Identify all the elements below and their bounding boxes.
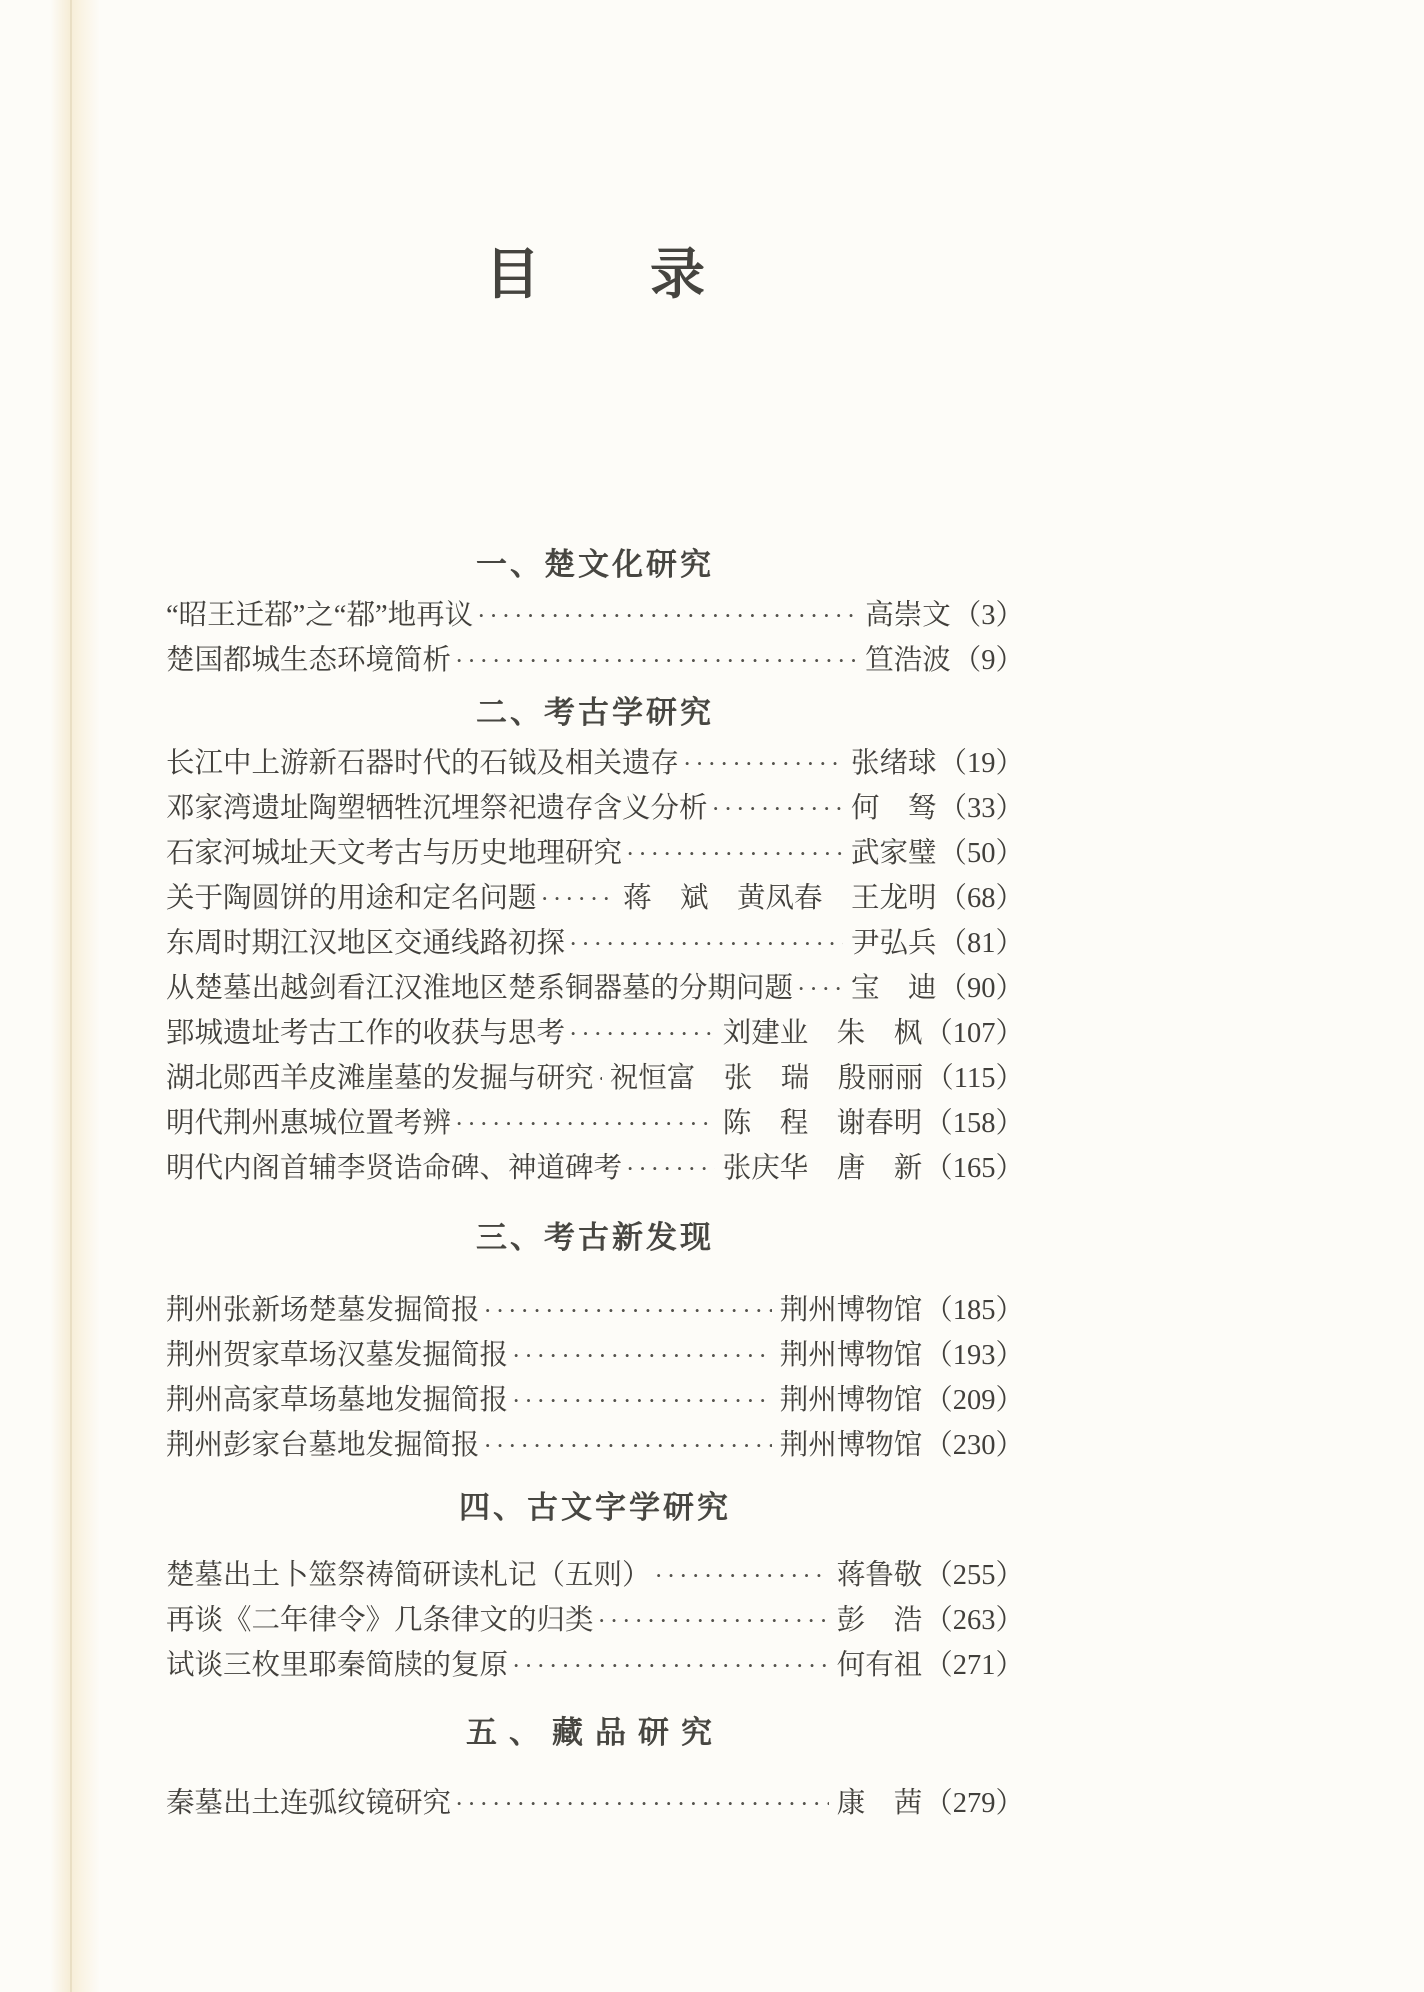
- dot-leader: [484, 1424, 772, 1469]
- entry-authors: 荆州博物馆: [779, 1295, 923, 1326]
- toc-entry: [166, 1011, 1024, 1056]
- toc-entry: [166, 786, 1024, 831]
- dot-leader: [598, 1057, 602, 1102]
- toc-entry: [166, 966, 1024, 1011]
- entry-page-number: （165）: [924, 1153, 1024, 1184]
- entry-title: 荆州高家草场墓地发掘简报: [166, 1385, 509, 1416]
- entry-authors: 武家璧: [850, 838, 937, 869]
- entry-page-number: （81）: [938, 928, 1024, 959]
- section-entries: [166, 741, 1024, 1191]
- entry-authors: 祝恒富 张 瑞 殷丽丽: [609, 1063, 924, 1094]
- entry-title: “昭王迁鄀”之“鄀”地再议: [166, 600, 474, 631]
- dot-leader: [455, 639, 857, 684]
- section-entries: [166, 1553, 1024, 1688]
- entry-page-number: （68）: [938, 883, 1024, 914]
- entry-title: 长江中上游新石器时代的石钺及相关遗存: [166, 748, 680, 779]
- entry-page-number: （19）: [938, 748, 1024, 779]
- entry-authors: 宝 迪: [850, 973, 937, 1004]
- entry-title: 荆州张新场楚墓发掘简报: [166, 1295, 480, 1326]
- entry-authors: 荆州博物馆: [779, 1340, 923, 1371]
- dot-leader: [455, 1102, 715, 1147]
- section-collections: [166, 1713, 1024, 1826]
- entry-authors: 康 茜: [836, 1788, 923, 1819]
- dot-leader: [598, 1599, 829, 1644]
- entry-authors: 荆州博物馆: [779, 1430, 923, 1461]
- entry-title: 东周时期江汉地区交通线路初探: [166, 928, 566, 959]
- entry-title: 从楚墓出越剑看江汉淮地区楚系铜器墓的分期问题: [166, 973, 794, 1004]
- entry-page-number: （230）: [924, 1430, 1024, 1461]
- entry-title: 明代荆州惠城位置考辨: [166, 1108, 452, 1139]
- entry-page-number: （90）: [938, 973, 1024, 1004]
- dot-leader: [797, 967, 843, 1012]
- toc-entry: [166, 831, 1024, 876]
- entry-page-number: （271）: [924, 1650, 1024, 1681]
- entry-page-number: （9）: [952, 645, 1024, 676]
- section-header: 一、楚文化研究: [476, 547, 714, 583]
- dot-leader: [655, 1554, 829, 1599]
- entry-title: 楚国都城生态环境简析: [166, 645, 452, 676]
- toc-entry: [166, 1333, 1024, 1378]
- toc-entry: [166, 1146, 1024, 1191]
- dot-leader: [626, 1147, 715, 1192]
- entry-page-number: （185）: [924, 1295, 1024, 1326]
- section-chu-culture: [166, 545, 1024, 683]
- entry-title: 邓家湾遗址陶塑牺牲沉埋祭祀遗存含义分析: [166, 793, 708, 824]
- dot-leader: [569, 1012, 715, 1057]
- entry-title: 郢城遗址考古工作的收获与思考: [166, 1018, 566, 1049]
- dot-leader: [512, 1379, 772, 1424]
- section-new-discoveries: [166, 1218, 1024, 1468]
- entry-title: 关于陶圆饼的用途和定名问题: [166, 883, 537, 914]
- entry-authors: 张庆华 唐 新: [722, 1153, 923, 1184]
- toc-entry: [166, 1056, 1024, 1101]
- entry-authors: 何有祖: [836, 1650, 923, 1681]
- entry-page-number: （279）: [924, 1788, 1024, 1819]
- toc-content: [166, 0, 1024, 1826]
- toc-entry: [166, 593, 1024, 638]
- dot-leader: [512, 1334, 772, 1379]
- section-header: 四、古文字学研究: [459, 1490, 731, 1526]
- toc-entry: [166, 1553, 1024, 1598]
- toc-entry: [166, 921, 1024, 966]
- section-header: 五、藏品研究: [466, 1715, 724, 1751]
- entry-page-number: （255）: [924, 1560, 1024, 1591]
- entry-authors: 高崇文: [865, 600, 951, 631]
- entry-title: 明代内阁首辅李贤诰命碑、神道碑考: [166, 1153, 623, 1184]
- entry-title: 秦墓出土连弧纹镜研究: [166, 1788, 452, 1819]
- section-entries: [166, 1781, 1024, 1826]
- entry-authors: 笪浩波: [865, 645, 951, 676]
- dot-leader: [569, 922, 843, 967]
- section-header: 三、考古新发现: [476, 1220, 714, 1256]
- dot-leader: [512, 1644, 829, 1689]
- entry-authors: 何 驽: [850, 793, 937, 824]
- dot-leader: [541, 877, 615, 922]
- entry-page-number: （107）: [924, 1018, 1024, 1049]
- entry-page-number: （193）: [924, 1340, 1024, 1371]
- entry-authors: 张绪球: [850, 748, 937, 779]
- entry-page-number: （263）: [924, 1605, 1024, 1636]
- toc-entry: [166, 741, 1024, 786]
- section-entries: [166, 593, 1024, 683]
- toc-entry: [166, 1378, 1024, 1423]
- entry-title: 湖北郧西羊皮滩崖墓的发掘与研究: [166, 1063, 594, 1094]
- toc-entry: [166, 1423, 1024, 1468]
- entry-page-number: （115）: [925, 1063, 1024, 1094]
- dot-leader: [712, 787, 843, 832]
- entry-page-number: （50）: [938, 838, 1024, 869]
- entry-title: 石家河城址天文考古与历史地理研究: [166, 838, 623, 869]
- entry-authors: 刘建业 朱 枫: [722, 1018, 923, 1049]
- entry-authors: 彭 浩: [836, 1605, 923, 1636]
- toc-entry: [166, 638, 1024, 683]
- toc-entry: [166, 876, 1024, 921]
- toc-entry: [166, 1643, 1024, 1688]
- entry-authors: 蒋 斌 黄凤春 王龙明: [622, 883, 937, 914]
- dot-leader: [683, 742, 843, 787]
- section-paleography: [166, 1488, 1024, 1688]
- toc-entry: [166, 1781, 1024, 1826]
- entry-authors: 蒋鲁敬: [836, 1560, 923, 1591]
- entry-title: 再谈《二年律令》几条律文的归类: [166, 1605, 594, 1636]
- entry-page-number: （158）: [924, 1108, 1024, 1139]
- entry-title: 楚墓出土卜筮祭祷简研读札记（五则）: [166, 1560, 651, 1591]
- section-archaeology: [166, 693, 1024, 1191]
- entry-page-number: （209）: [924, 1385, 1024, 1416]
- page-title: 目 录: [484, 241, 705, 306]
- entry-page-number: （3）: [952, 600, 1024, 631]
- entry-page-number: （33）: [938, 793, 1024, 824]
- dot-leader: [455, 1782, 829, 1827]
- page-edge-shadow: [50, 0, 100, 1992]
- entry-authors: 陈 程 谢春明: [722, 1108, 923, 1139]
- entry-authors: 荆州博物馆: [779, 1385, 923, 1416]
- toc-entry: [166, 1288, 1024, 1333]
- toc-entry: [166, 1598, 1024, 1643]
- entry-title: 荆州彭家台墓地发掘简报: [166, 1430, 480, 1461]
- entry-authors: 尹弘兵: [850, 928, 937, 959]
- entry-title: 荆州贺家草场汉墓发掘简报: [166, 1340, 509, 1371]
- dot-leader: [477, 594, 857, 639]
- dot-leader: [626, 832, 843, 877]
- toc-entry: [166, 1101, 1024, 1146]
- section-header: 二、考古学研究: [476, 695, 714, 731]
- section-entries: [166, 1288, 1024, 1468]
- entry-title: 试谈三枚里耶秦简牍的复原: [166, 1650, 509, 1681]
- dot-leader: [484, 1289, 772, 1334]
